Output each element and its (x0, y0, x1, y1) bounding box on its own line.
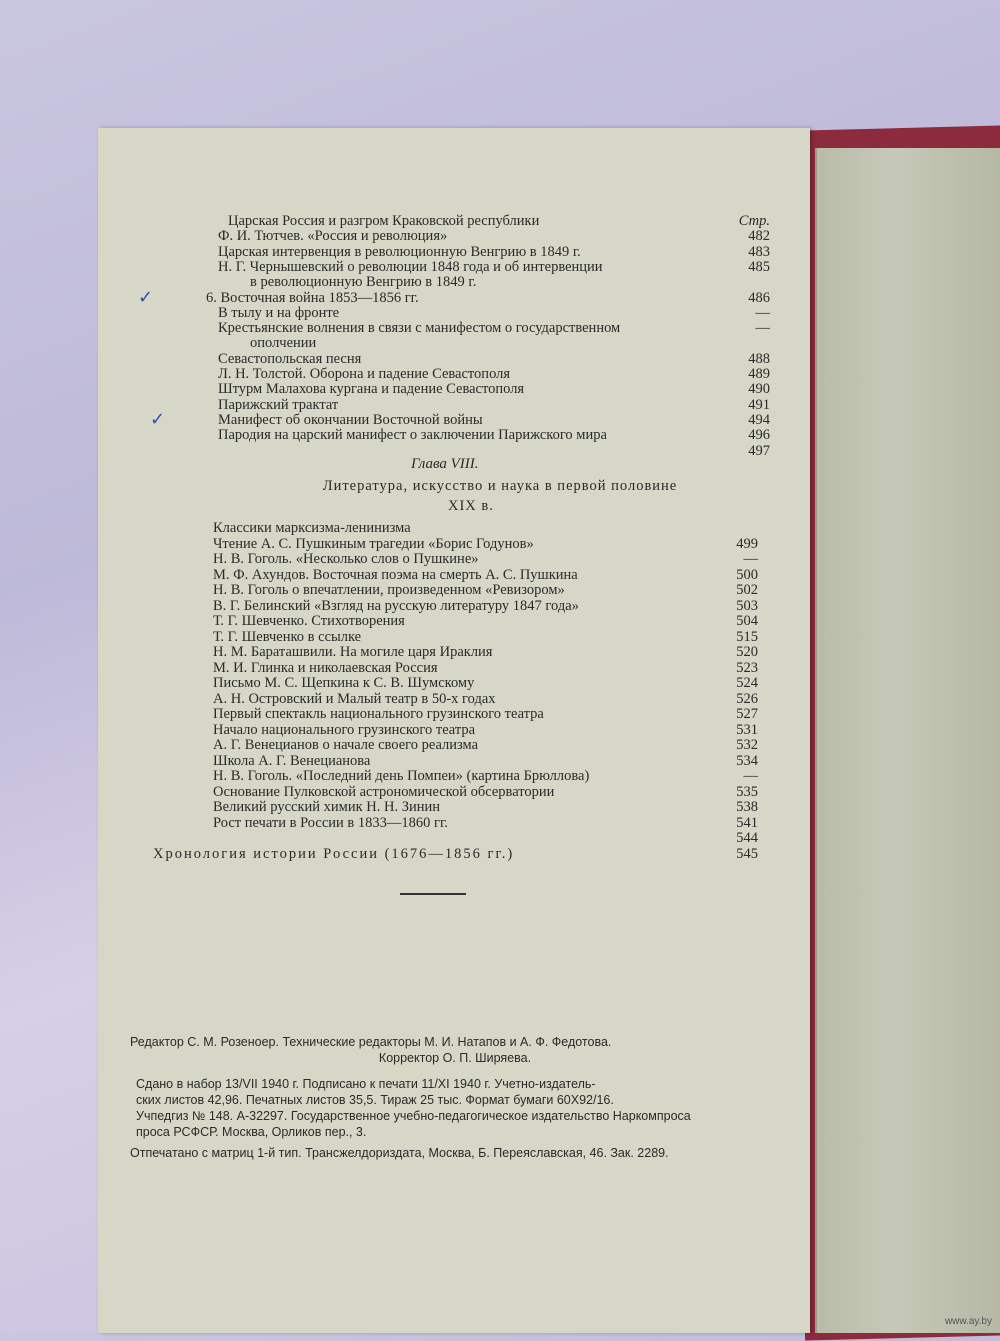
toc-entry-page: 504 (736, 613, 758, 629)
toc-entry-page: 499 (736, 535, 758, 552)
toc-entry-title: Н. В. Гоголь. «Несколько слов о Пушкине» (213, 551, 479, 567)
imprint-line-6: проса РСФСР. Москва, Орликов пер., 3. (136, 1125, 367, 1139)
toc-entry-page: 541 (736, 814, 758, 831)
toc-entry-title: Ф. И. Тютчев. «Россия и революция» (218, 228, 448, 245)
book-page (98, 128, 810, 1333)
toc-entry-title: Пародия на царский манифест о заключении Парижского мира (218, 427, 607, 444)
toc-entry-page: 535 (736, 783, 758, 800)
toc-entry-title: М. Ф. Ахундов. Восточная поэма на смерть А. С. Пушкина (213, 566, 578, 583)
imprint-printer (130, 1145, 780, 1161)
handwritten-checkmark-icon: ✓ (150, 408, 166, 430)
toc-entry-page: 490 (748, 381, 770, 398)
toc-entry-page: 496 (748, 427, 770, 444)
toc-entry-title: Царская интервенция в революционную Венгрию в 1849 г. (218, 243, 581, 260)
imprint-print-details (136, 1076, 786, 1140)
endpaper (815, 148, 1000, 1333)
toc-entry-page: 544 (736, 830, 758, 846)
toc-entry-page: 503 (736, 597, 758, 614)
toc-entry-title: Т. Г. Шевченко. Стихотворения (213, 613, 405, 629)
toc-entry-page: 494 (748, 411, 770, 428)
toc-entry-title: Начало национального грузинского театра (213, 721, 476, 738)
toc-entry-title: Крестьянские волнения в связи с манифестом о государственном (218, 320, 621, 337)
imprint-line-4: ских листов 42,96. Печатных листов 35,5. Тираж 25 тыс. Формат бумаги 60Х92/16. (136, 1093, 614, 1107)
toc-entry-page: 532 (736, 737, 758, 753)
toc-entry-page: 502 (736, 582, 758, 598)
imprint-line-7: Отпечатано с матриц 1-й тип. Трансжелдориздата, Москва, Б. Переяславская, 46. Зак. 2289. (130, 1146, 669, 1160)
toc-entry-page: 534 (736, 752, 758, 769)
toc-entry-title: Севастопольская песня (218, 350, 362, 367)
toc-entry-page: 515 (736, 628, 758, 645)
toc-entry-page: 523 (736, 659, 758, 676)
chapter-label: Глава VIII. (411, 456, 479, 472)
toc-entry-page: 483 (748, 243, 770, 260)
toc-entry-title: Школа А. Г. Венецианова (213, 752, 371, 769)
toc-entry-title: А. Н. Островский и Малый театр в 50-х годах (213, 690, 496, 707)
toc-entry-page: 489 (748, 366, 770, 382)
toc-entry-page: 488 (748, 350, 770, 367)
toc-entry-title: Парижский трактат (218, 396, 339, 413)
toc-entry-title: Царская Россия и разгром Краковской республики (228, 213, 540, 229)
toc-entry-page: — (743, 768, 758, 784)
imprint-line-3: Сдано в набор 13/VII 1940 г. Подписано к печати 11/XI 1940 г. Учетно-издатель- (136, 1077, 596, 1091)
toc-entry-title: Н. Г. Чернышевский о революции 1848 года и об интервенции (218, 258, 603, 275)
chapter-title-line1: Литература, искусство и наука в первой половине (322, 478, 678, 494)
toc-entry-page: 531 (736, 721, 758, 738)
toc-entry-title: Манифест об окончании Восточной войны (218, 411, 483, 428)
toc-entry-title: Первый спектакль национального грузинского театра (213, 706, 544, 722)
chapter-title-line2: XIX в. (448, 498, 494, 514)
handwritten-checkmark-icon: ✓ (138, 286, 154, 308)
toc-entry-title: Письмо М. С. Щепкина к С. В. Шумскому (213, 675, 475, 691)
imprint-line-1: Редактор С. М. Розеноер. Технические редакторы М. И. Натапов и А. Ф. Федотова. (130, 1035, 612, 1049)
toc-entry-page: 486 (748, 289, 770, 306)
toc-entry-page: 527 (736, 706, 758, 722)
toc-entry-page: 500 (736, 566, 758, 583)
section-divider (400, 893, 466, 895)
toc-page-column-header: Стр. (738, 213, 770, 229)
imprint-line-2: Корректор О. П. Ширяева. (378, 1051, 532, 1065)
toc-entry-title: Н. В. Гоголь о впечатлении, произведенном «Ревизором» (213, 582, 565, 598)
toc-entry-page: 485 (748, 258, 770, 275)
toc-entry (218, 441, 770, 461)
watermark: www.ay.by (944, 1316, 992, 1327)
toc-entry-page: 482 (748, 228, 770, 245)
toc-entry-title: А. Г. Венецианов о начале своего реализма (213, 737, 479, 753)
toc-entry-page: 524 (736, 675, 758, 691)
imprint-line-5: Учпедгиз № 148. А-32297. Государственное учебно-педагогическое издательство Наркомпроса (136, 1109, 691, 1123)
toc-entry-title: В. Г. Белинский «Взгляд на русскую литературу 1847 года» (213, 597, 579, 614)
toc-entry-title: Н. В. Гоголь. «Последний день Помпеи» (картина Брюллова) (213, 768, 590, 784)
toc-entry-title: Штурм Малахова кургана и падение Севастополя (218, 381, 525, 398)
toc-entry-title: Н. М. Бараташвили. На могиле царя Ираклия (213, 644, 493, 660)
toc-entry-title: Хронология истории России (1676—1856 гг.) (153, 845, 515, 862)
toc-entry-title: Л. Н. Толстой. Оборона и падение Севастополя (218, 366, 511, 382)
toc-entry-title: М. И. Глинка и николаевская Россия (213, 659, 438, 676)
toc-entry-title: Т. Г. Шевченко в ссылке (213, 628, 362, 645)
toc-entry-page: 538 (736, 799, 758, 815)
toc-entry-title: Основание Пулковской астрономической обсерватории (213, 783, 555, 800)
toc-entry-title: ополчении (250, 335, 317, 352)
toc-entry-title: Рост печати в России в 1833—1860 гг. (213, 814, 448, 831)
toc-entry-page: 491 (748, 396, 770, 413)
toc-entry-title: Классики марксизма-ленинизма (213, 520, 411, 536)
toc-entry-title: 6. Восточная война 1853—1856 гг. (206, 289, 419, 306)
toc-entry-title: в революционную Венгрию в 1849 г. (250, 274, 477, 291)
toc-entry-page: 545 (736, 845, 758, 862)
toc-entry-page: 526 (736, 690, 758, 707)
toc-entry-page: 520 (736, 644, 758, 660)
imprint-editors (130, 1034, 780, 1066)
toc-entry-page: 497 (748, 442, 770, 459)
toc-entry-title: Великий русский химик Н. Н. Зинин (213, 799, 441, 815)
toc-entry-page: — (755, 320, 770, 337)
toc-entry-page: — (755, 304, 770, 321)
toc-entry-title: В тылу и на фронте (218, 304, 340, 321)
toc-entry (153, 844, 758, 864)
toc-entry-title: Чтение А. С. Пушкиным трагедии «Борис Годунов» (213, 535, 534, 552)
toc-entry-page: — (743, 551, 758, 567)
